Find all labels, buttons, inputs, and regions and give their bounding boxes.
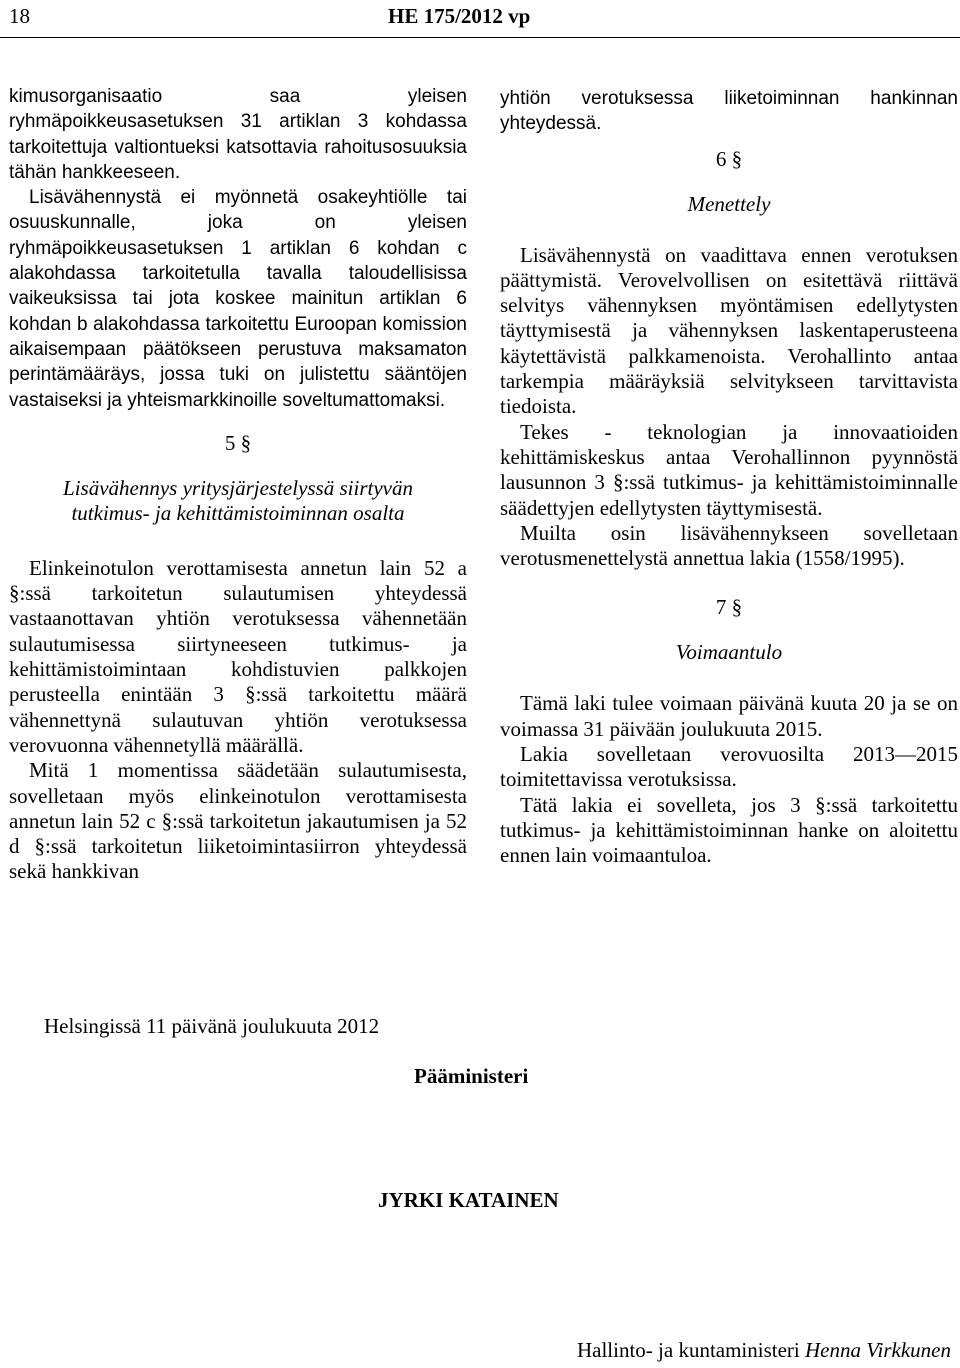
right-paragraph-1: yhtiön verotuksessa liiketoiminnan hankinnan yhteydessä.	[500, 88, 958, 135]
right-paragraph-6: Lakia sovelletaan verovuosilta 2013—2015 toimitettavissa verotuksissa.	[500, 742, 958, 792]
section-6-title: Menettely	[687, 191, 771, 216]
section-5-title-line-1: Lisävähennys yritysjärjestelyssä siirtyvän	[63, 475, 413, 500]
section-7-number: 7 §	[715, 595, 743, 620]
document-id: HE 175/2012 vp	[388, 4, 531, 28]
left-column	[9, 84, 467, 885]
signature-name: JYRKI KATAINEN	[378, 1188, 559, 1212]
right-paragraph-2: Lisävähennystä on vaadittava ennen verotuksen päättymistä. Verovelvollisen on esitettävä riittävä selvitys vähennyksen myöntämisen edellytysten täyttymisestä ja vähennyksen laskentaperusteena käytettävistä palkkamenoista. Verohallinto antaa tarkempia määräyksiä selvitykseen tarvittavista tiedoista.	[500, 242, 958, 419]
section-5-number: 5 §	[224, 430, 252, 455]
minister-name: Henna Virkkunen	[805, 1338, 951, 1362]
right-paragraph-3: Tekes - teknologian ja innovaatioiden kehittämiskeskus antaa Verohallinnon pyynnöstä lausunnon 3 §:ssä tutkimus- ja kehittämistoiminnalle säädettyjen edellytysten täyttymisestä.	[500, 419, 958, 520]
left-paragraph-3: Elinkeinotulon verottamisesta annetun lain 52 a §:ssä tarkoitetun sulautumisen yhteydessä vastaanottavan yhtiön verotuksessa vähennetään sulautumisessa siirtyneeseen tutkimus- ja kehittämistoimintaan kohdistuvien palkkojen perusteella enintään 3 §:ssä tarkoitettu määrä vähennettynä sulautuvan yhtiön verotuksessa verovuonna vähennetyllä määrällä.	[9, 555, 467, 757]
signature-title: Pääministeri	[414, 1064, 529, 1088]
section-5-title	[9, 476, 467, 526]
right-paragraph-5: Tämä laki tulee voimaan päivänä kuuta 20 ja se on voimassa 31 päivään joulukuuta 2015.	[500, 691, 958, 741]
right-column	[500, 86, 958, 869]
section-6-number: 6 §	[715, 146, 743, 171]
signature-place-date: Helsingissä 11 päivänä joulukuuta 2012	[44, 1014, 380, 1038]
section-7-title: Voimaantulo	[675, 640, 783, 665]
left-paragraph-1: kimusorganisaatio saa yleisen ryhmäpoikkeusasetuksen 31 artiklan 3 kohdassa tarkoitettuja valtiontueksi katsottavia rahoitusosuuksia tähän hankkeeseen.	[9, 86, 467, 183]
right-paragraph-7: Tätä lakia ei sovelleta, jos 3 §:ssä tarkoitettu tutkimus- ja kehittämistoiminnan hanke on aloitettu ennen lain voimaantuloa.	[500, 792, 958, 868]
left-paragraph-4: Mitä 1 momentissa säädetään sulautumisesta, sovelletaan myös elinkeinotulon verottamisesta annetun lain 52 c §:ssä tarkoitetun jakautumisen ja 52 d §:ssä tarkoitetun liiketoimintasiirron yhteydessä sekä hankkivan	[9, 758, 467, 884]
header-rule	[0, 37, 960, 38]
section-5-title-line-2: tutkimus- ja kehittämistoiminnan osalta	[71, 500, 405, 525]
minister-title: Hallinto- ja kuntaministeri	[576, 1338, 800, 1362]
signature-minister	[577, 1337, 951, 1363]
right-paragraph-4: Muilta osin lisävähennykseen sovelletaan verotusmenettelystä annettua lakia (1558/1995).	[500, 520, 958, 571]
page-number: 18	[9, 4, 30, 28]
left-paragraph-2: Lisävähennystä ei myönnetä osakeyhtiölle tai osuuskunnalle, joka on yleisen ryhmäpoikkeusasetuksen 1 artiklan 6 kohdan c alakohdassa tarkoitetulla tavalla taloudellisissa vaikeuksissa tai jota koskee mainitun artiklan 6 kohdan b alakohdassa tarkoitettu Euroopan komission aikaisempaan päätökseen perustuva maksamaton perintämääräys, jossa tuki on julistettu sääntöjen vastaiseksi ja yhteismarkkinoille soveltumattomaksi.	[9, 187, 467, 411]
